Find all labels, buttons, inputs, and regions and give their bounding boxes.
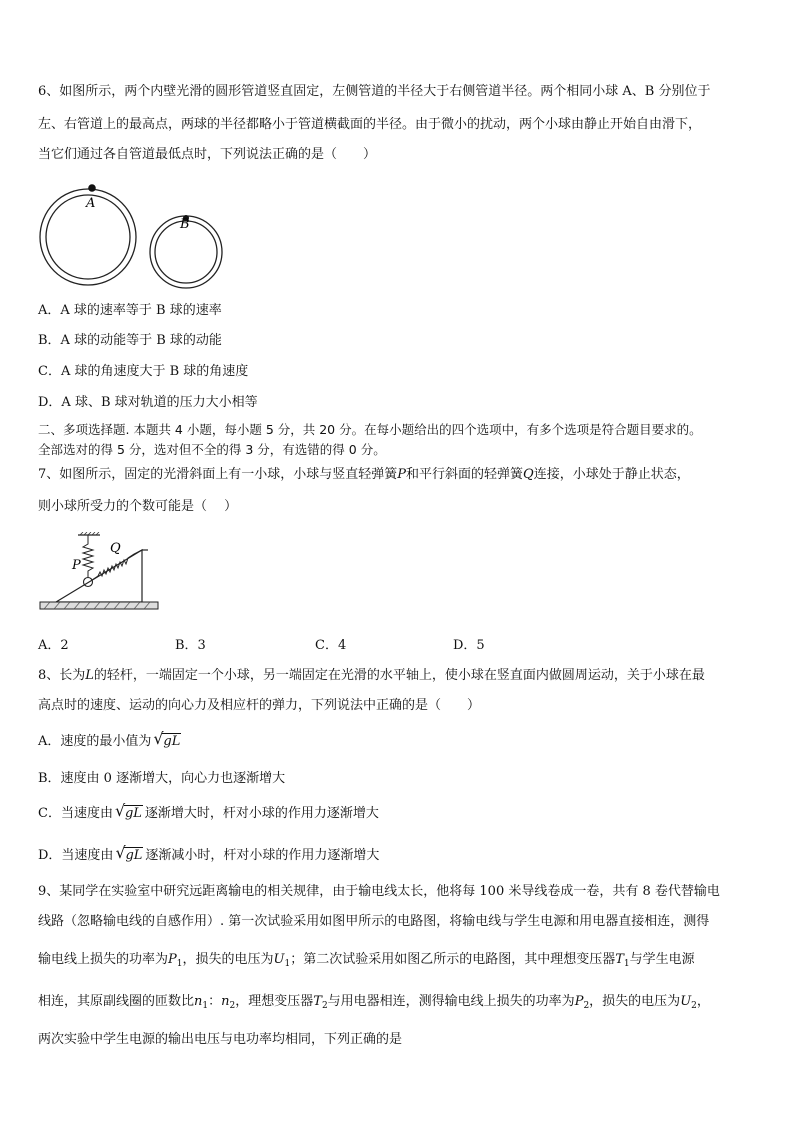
q9-text: ，损失的电压为: [589, 994, 681, 1009]
q8-stem-line-1: [38, 667, 760, 685]
symbol-u1: $U_1$: [273, 952, 291, 969]
section-2-heading: 二、多项选择题. 本题共 4 小题，每小题 5 分，共 20 分。在每小题给出的四个选项中，有多个选项是符合题目要求的。: [38, 422, 702, 437]
symbol-u2: $U_2$: [680, 994, 697, 1011]
symbol-p: P: [397, 467, 407, 482]
q6-option-a: A．A 球的速率等于 B 球的速率: [38, 303, 222, 318]
q9-stem-line-4: [38, 993, 760, 1015]
q8-text-b: 的轻杆，一端固定一个小球，另一端固定在光滑的水平轴上，使小球在竖直面内做圆周运动，关于小球在最: [93, 668, 705, 683]
q7-stem-line-2: 则小球所受力的个数可能是（ ）: [38, 499, 238, 514]
symbol-l: L: [85, 668, 94, 683]
q9-text: ，损失的电压为: [182, 952, 274, 967]
sqrt-gl-body: gL: [124, 806, 142, 821]
q9-stem-line-5: 两次实验中学生电源的输出电压与电功率均相同，下列正确的是: [38, 1032, 403, 1047]
q8-text-a: 8、长为: [38, 668, 86, 683]
q9-stem-line-3: [38, 951, 760, 973]
symbol-q: Q: [523, 467, 534, 482]
q9-text: ；第二次试验采用如图乙所示的电路图，其中理想变压器: [290, 952, 616, 967]
q9-text: ，: [696, 994, 710, 1009]
symbol-t1: $T_1$: [615, 952, 630, 969]
sqrt-gl-body: gL: [163, 734, 181, 749]
q8-option-c: [38, 801, 760, 823]
q7-option-c: C．4: [315, 638, 347, 653]
q8-option-a: [38, 729, 760, 751]
sqrt-gl: √ gL: [115, 843, 143, 863]
q8-option-d-text-b: 逐渐减小时，杆对小球的作用力逐渐增大: [145, 848, 380, 863]
label-q: Q: [110, 541, 121, 556]
q7-figure-incline: [38, 532, 163, 617]
q8-option-d-text-a: D．当速度由: [38, 848, 114, 863]
label-p: P: [72, 558, 81, 573]
symbol-n1: $n_1$: [194, 994, 209, 1011]
sqrt-gl-body: gL: [125, 848, 143, 863]
ratio-colon: ：: [208, 994, 222, 1009]
symbol-n2: $n_2$: [221, 994, 236, 1011]
q8-option-d: [38, 843, 760, 865]
q7-text-b: 和平行斜面的轻弹簧: [406, 467, 524, 482]
spring-p: [83, 535, 93, 578]
q7-text-c: 连接，小球处于静止状态，: [533, 467, 690, 482]
q9-text: 相连，其原副线圈的匝数比: [38, 994, 195, 1009]
q6-option-d: D．A 球、B 球对轨道的压力大小相等: [38, 395, 258, 410]
symbol-t2: $T_2$: [313, 994, 328, 1011]
q9-text: 与学生电源: [629, 952, 695, 967]
q7-stem-line-1: [38, 466, 760, 484]
section-2-scoring: 全部选对的得 5 分，选对但不全的得 3 分，有选错的得 0 分。: [38, 442, 386, 457]
q6-figure-pipes: [38, 182, 228, 294]
symbol-p2: $P_2$: [574, 994, 590, 1011]
q7-option-d: D．5: [453, 638, 485, 653]
q7-option-b: B．3: [175, 638, 206, 653]
q8-option-c-text-a: C．当速度由: [38, 806, 113, 821]
q9-text: ，理想变压器: [235, 994, 314, 1009]
q9-text: 输电线上损失的功率为: [38, 952, 169, 967]
q6-stem-line-1: 6、如图所示，两个内壁光滑的圆形管道竖直固定，左侧管道的半径大于右侧管道半径。两个相同小球 A、B 分别位于: [38, 84, 711, 99]
sqrt-gl: √ gL: [114, 801, 142, 821]
q8-option-c-text-b: 逐渐增大时，杆对小球的作用力逐渐增大: [144, 806, 379, 821]
q8-stem-line-2: 高点时的速度、运动的向心力及相应杆的弹力，下列说法中正确的是（ ）: [38, 698, 481, 713]
q6-option-b: B．A 球的动能等于 B 球的动能: [38, 333, 222, 348]
q8-option-a-text: A．速度的最小值为: [38, 734, 152, 749]
q6-stem-line-3: 当它们通过各自管道最低点时，下列说法正确的是（ ）: [38, 147, 377, 162]
sqrt-gl: √ gL: [153, 729, 181, 749]
q9-text: 与用电器相连，测得输电线上损失的功率为: [327, 994, 575, 1009]
q9-stem-line-1: 9、某同学在实验室中研究远距离输电的相关规律，由于输电线太长，他将每 100 米导线卷成一卷，共有 8 卷代替输电: [38, 884, 720, 899]
ball-a: [88, 184, 96, 192]
label-b: B: [180, 217, 190, 232]
q9-stem-line-2: 线路（忽略输电线的自感作用）. 第一次试验采用如图甲所示的电路图，将输电线与学生电源和用电器直接相连，测得: [38, 914, 710, 929]
q7-text-a: 7、如图所示，固定的光滑斜面上有一小球，小球与竖直轻弹簧: [38, 467, 398, 482]
q6-stem-line-2: 左、右管道上的最高点，两球的半径都略小于管道横截面的半径。由于微小的扰动，两个小球由静止开始自由滑下，: [38, 117, 702, 132]
q7-option-a: A．2: [38, 638, 69, 653]
label-a: A: [86, 196, 96, 211]
symbol-p1: $P_1$: [168, 952, 183, 969]
q8-option-b: B．速度由 0 逐渐增大，向心力也逐渐增大: [38, 771, 286, 786]
q6-option-c: C．A 球的角速度大于 B 球的角速度: [38, 364, 249, 379]
